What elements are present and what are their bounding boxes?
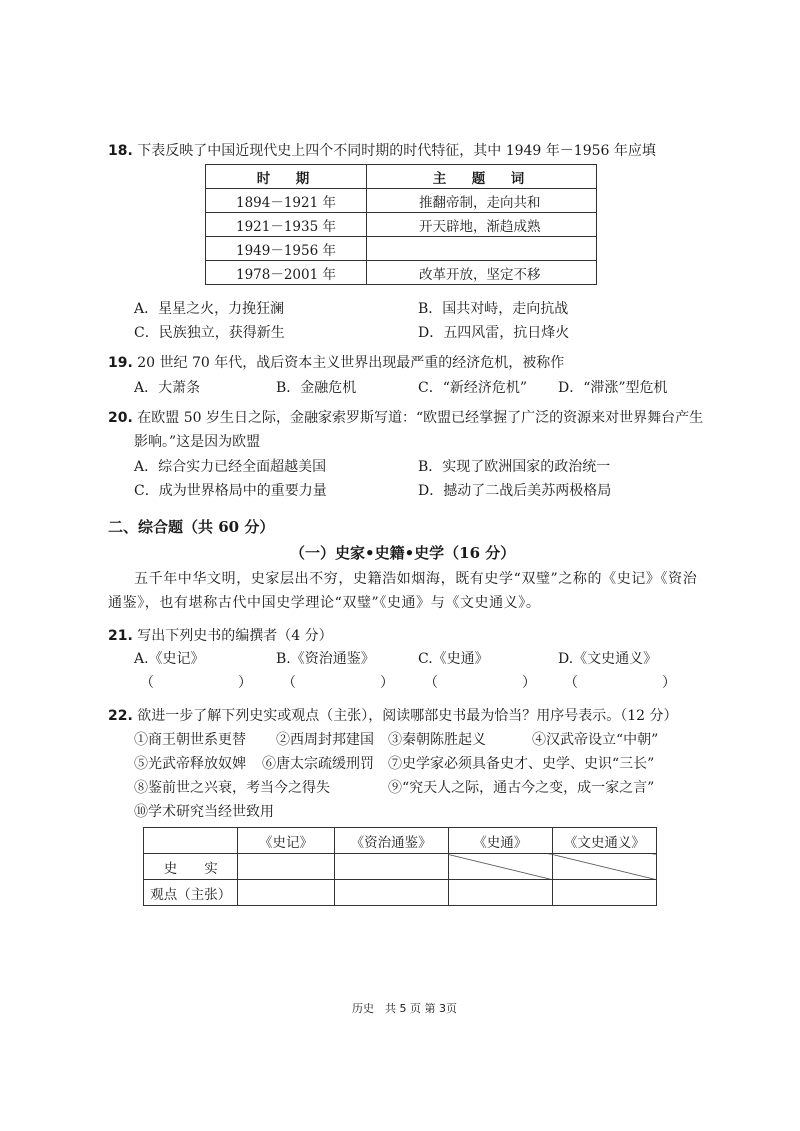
- q20-stem-1: 在欧盟 50 岁生日之际，金融家索罗斯写道：“欧盟已经掌握了广泛的资源来对世界舞台产生: [137, 410, 704, 426]
- table-row: [144, 854, 657, 880]
- q21-option-a: A.《史记》: [134, 651, 205, 667]
- q22-item-7: ⑦史学家必须具备史才、史学、史识“三长”: [388, 756, 655, 772]
- section2-intro-1: 五千年中华文明，史家层出不穷，史籍浩如烟海，既有史学“双璧”之称的《史记》《资治: [134, 571, 698, 587]
- q21-option-d: D.《文史通义》: [558, 651, 658, 667]
- q22-cell-answer[interactable]: [334, 880, 448, 906]
- q18-option-b: B．国共对峙，走向抗战: [418, 301, 569, 317]
- q20-stem-line: [108, 407, 703, 427]
- q19-option-d: D．“滞涨”型危机: [558, 380, 668, 396]
- q18-cell-theme: 开天辟地，渐趋成熟: [367, 213, 597, 237]
- q22-header-shiji: 《史记》: [238, 828, 334, 854]
- q18-table: [205, 164, 597, 285]
- q19-option-a: A．大萧条: [134, 380, 201, 396]
- table-row: [206, 261, 597, 285]
- q18-cell-theme: 推翻帝制，走向共和: [367, 189, 597, 213]
- q22-item-9: ⑨“究天人之际，通古今之变，成一家之言”: [388, 780, 655, 796]
- q22-number: 22.: [108, 708, 133, 724]
- q18-cell-theme-blank: [367, 237, 597, 261]
- q20-option-c: C．成为世界格局中的重要力量: [134, 483, 327, 499]
- q18-number: 18.: [108, 143, 133, 159]
- q20-option-b: B．实现了欧洲国家的政治统一: [418, 459, 611, 475]
- q19-option-b: B．金融危机: [276, 380, 357, 396]
- table-row: [206, 237, 597, 261]
- q18-stem: 下表反映了中国近现代史上四个不同时期的时代特征，其中 1949 年－1956 年应填: [137, 143, 656, 159]
- q18-cell-period: 1949－1956 年: [206, 237, 367, 261]
- q18-option-d: D．五四风雷，抗日烽火: [418, 325, 570, 341]
- q21-option-c: C.《史通》: [418, 651, 489, 667]
- q22-cell-answer[interactable]: [238, 880, 334, 906]
- table-row: [144, 880, 657, 906]
- q22-cell-crossed: [448, 854, 552, 880]
- q18-header-theme: 主 题 词: [367, 165, 597, 189]
- q21-blank-b[interactable]: （ ）: [282, 675, 394, 691]
- q22-item-4: ④汉武帝设立“中朝”: [532, 732, 659, 748]
- q22-header-shitong: 《史通》: [448, 828, 552, 854]
- q22-cell-answer[interactable]: [448, 880, 552, 906]
- q18-cell-theme: 改革开放，坚定不移: [367, 261, 597, 285]
- q19-stem: 20 世纪 70 年代，战后资本主义世界出现最严重的经济危机，被称作: [137, 355, 565, 371]
- q18-header-period: 时 期: [206, 165, 367, 189]
- q18-stem-line: [108, 140, 656, 160]
- q20-stem-2: 影响。”这是因为欧盟: [134, 434, 261, 450]
- q22-item-2: ②西周封邦建国: [276, 732, 374, 748]
- q22-stem-line: [108, 705, 678, 725]
- q18-table-header: [206, 165, 597, 189]
- q19-stem-line: [108, 352, 564, 372]
- page-footer: 历史 共 5 页 第 3页: [352, 1002, 457, 1015]
- q22-cell-answer[interactable]: [238, 854, 334, 880]
- q22-item-5: ⑤光武帝释放奴婢: [134, 756, 246, 772]
- q19-option-c: C．“新经济危机”: [418, 380, 528, 396]
- q22-cell-answer[interactable]: [334, 854, 448, 880]
- q18-cell-period: 1894－1921 年: [206, 189, 367, 213]
- q18-cell-period: 1978－2001 年: [206, 261, 367, 285]
- q21-blank-d[interactable]: （ ）: [564, 675, 676, 691]
- section2-subtitle: （一）史家•史籍•史学（16 分）: [290, 544, 516, 562]
- table-row: [206, 189, 597, 213]
- q21-stem-line: [108, 625, 333, 645]
- q20-number: 20.: [108, 410, 133, 426]
- q21-option-b: B.《资治通鉴》: [276, 651, 375, 667]
- q22-item-10: ⑩学术研究当经世致用: [134, 804, 274, 820]
- section2-title: 二、综合题（共 60 分）: [108, 518, 275, 536]
- q22-cell-crossed: [552, 854, 656, 880]
- q22-item-1: ①商王朝世系更替: [134, 732, 246, 748]
- q22-header-corner: [144, 828, 238, 854]
- q21-blank-c[interactable]: （ ）: [424, 675, 536, 691]
- q18-option-c: C．民族独立，获得新生: [134, 325, 285, 341]
- q19-number: 19.: [108, 355, 133, 371]
- q18-option-a: A．星星之火，力挽狂澜: [134, 301, 285, 317]
- section2-intro-2: 通鉴》，也有堪称古代中国史学理论“双璧”《史通》与《文史通义》。: [108, 595, 541, 611]
- table-row: [206, 213, 597, 237]
- q22-row-label-views: 观点（主张）: [144, 880, 238, 906]
- q22-row-label-facts: 史 实: [144, 854, 238, 880]
- q22-header-zizhitongjian: 《资治通鉴》: [334, 828, 448, 854]
- q20-option-a: A．综合实力已经全面超越美国: [134, 459, 327, 475]
- q22-cell-answer[interactable]: [552, 880, 656, 906]
- q22-stem: 欲进一步了解下列史实或观点（主张），阅读哪部史书最为恰当？用序号表示。（12 分）: [137, 708, 678, 724]
- q21-stem: 写出下列史书的编撰者（4 分）: [137, 628, 333, 644]
- q22-answer-table: [143, 827, 657, 906]
- q21-blank-a[interactable]: （ ）: [140, 675, 252, 691]
- q18-cell-period: 1921－1935 年: [206, 213, 367, 237]
- q22-item-8: ⑧鉴前世之兴衰，考当今之得失: [134, 780, 330, 796]
- q22-header-wenshitongyi: 《文史通义》: [552, 828, 656, 854]
- q21-number: 21.: [108, 628, 133, 644]
- q22-item-6: ⑥唐太宗疏缓刑罚: [262, 756, 374, 772]
- q22-item-3: ③秦朝陈胜起义: [388, 732, 486, 748]
- q20-option-d: D．撼动了二战后美苏两极格局: [418, 483, 612, 499]
- q22-table-header: [144, 828, 657, 854]
